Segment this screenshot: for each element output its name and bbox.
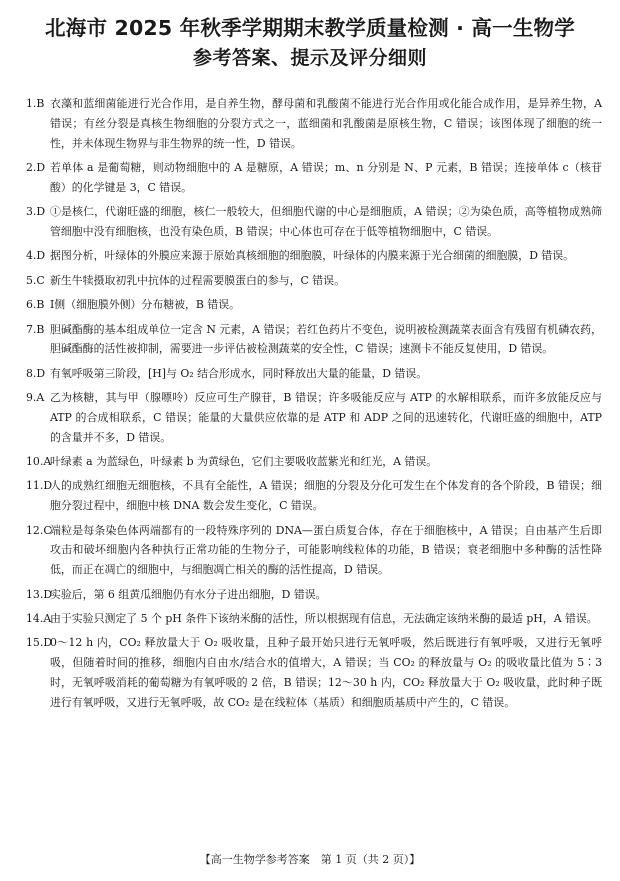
page-subtitle: 参考答案、提示及评分细则 — [192, 47, 427, 69]
answer-explanation: 乙为核糖，其与甲（腺嘌呤）反应可生产腺苷，B 错误；许多吸能反应与 ATP 的水解相联系，而许多放能反应与 ATP 的合成相联系，C 错误；能量的大量供应依靠的是 ATP 和 ADP 之间的迅速转化，代谢旺盛的细胞中，ATP 的含量并不多，D 错误。 — [50, 391, 602, 444]
answer-item-15 — [26, 633, 602, 712]
answer-item-9 — [26, 388, 602, 447]
answer-number: 6.B — [26, 298, 45, 312]
answer-number: 2.D — [26, 160, 46, 174]
answer-number: 10.A — [26, 455, 52, 469]
answer-number: 8.D — [26, 366, 46, 380]
answer-explanation: 由于实验只测定了 5 个 pH 条件下该纳米酶的活性，所以根据现有信息，无法确定该纳米酶的最适 pH，A 错误。 — [50, 612, 598, 626]
answer-item-3 — [26, 202, 602, 242]
answer-explanation: 衣藻和蓝细菌能进行光合作用，是自养生物，酵母菌和乳酸菌不能进行光合作用或化能合成作用，是异养生物，A 错误；有丝分裂是真核生物细胞的分裂方式之一，蓝细菌和乳酸菌是原核生物，C 错误；该图体现了细胞的统一性，并未体现生物界与非生物界的统一性，D 错误。 — [50, 97, 602, 150]
answer-item-13 — [26, 585, 602, 605]
answer-item-2 — [26, 158, 602, 198]
answer-number: 7.B — [26, 322, 45, 336]
answer-number: 12.C — [26, 523, 52, 537]
answer-item-5 — [26, 271, 602, 291]
answer-explanation: 新生牛犊摄取初乳中抗体的过程需要膜蛋白的参与，C 错误。 — [50, 273, 345, 287]
answer-number: 9.A — [26, 391, 45, 405]
answer-item-11 — [26, 476, 602, 516]
answer-explanation: 据图分析，叶绿体的外膜应来源于原始真核细胞的细胞膜，叶绿体的内膜来源于光合细菌的细胞膜，D 错误。 — [50, 249, 575, 263]
answer-item-6 — [26, 295, 602, 315]
answer-number: 14.A — [26, 612, 52, 626]
answer-explanation: Ⅰ侧（细胞膜外侧）分布糖被，B 错误。 — [50, 298, 241, 312]
answer-list — [26, 94, 602, 717]
answer-item-1 — [26, 94, 602, 153]
answer-explanation: 0～12 h 内，CO₂ 释放量大于 O₂ 吸收量，且种子最开始只进行无氧呼吸，然后既进行有氧呼吸，又进行无氧呼吸，但随着时间的推移，细胞内自由水/结合水的值增大，A 错误；当 CO₂ 的释放量与 O₂ 的吸收量比值为 5∶3 时，无氧呼吸消耗的葡萄糖为有氧呼吸的 2 倍，B 错误；12～30 h 内，CO₂ 释放量大于 O₂ 吸收量，此时种子既进行有氧呼吸，又进行无氧呼吸，故 CO₂ 是在线粒体（基质）和细胞质基质中产生的，C 错误。 — [50, 636, 602, 709]
answer-item-4 — [26, 246, 602, 266]
answer-number: 5.C — [26, 273, 45, 287]
answer-explanation: 胆碱酯酶的基本组成单位一定含 N 元素，A 错误；若红色药片不变色，说明被检测蔬菜表面含有残留有机磷农药，胆碱酯酶的活性被抑制，需要进一步评估被检测蔬菜的安全性，C 错误；速测卡不能反复使用，D 错误。 — [50, 322, 602, 356]
answer-number: 11.D — [26, 479, 53, 493]
answer-explanation: ①是核仁，代谢旺盛的细胞，核仁一般较大，但细胞代谢的中心是细胞质，A 错误；②为染色质，高等植物成熟筛管细胞中没有细胞核，也没有染色质，B 错误；中心体也可存在于低等植物细胞中，C 错误。 — [50, 205, 602, 238]
page-footer: 【高一生物学参考答案 第 1 页（共 2 页）】 — [199, 853, 421, 866]
answer-item-10 — [26, 452, 602, 472]
answer-explanation: 叶绿素 a 为蓝绿色，叶绿素 b 为黄绿色，它们主要吸收蓝紫光和红光，A 错误。 — [50, 455, 438, 469]
answer-item-8 — [26, 364, 602, 384]
answer-explanation: 实验后，第 6 组黄瓜细胞仍有水分子进出细胞，D 错误。 — [50, 587, 327, 601]
answer-number: 13.D — [26, 587, 53, 601]
page-title: 北海市 2025 年秋季学期期末教学质量检测 · 高一生物学 — [45, 16, 575, 40]
answer-item-14 — [26, 609, 602, 629]
answer-item-7 — [26, 320, 602, 360]
answer-explanation: 端粒是每条染色体两端都有的一段特殊序列的 DNA—蛋白质复合体，存在于细胞核中，A 错误；自由基产生后即攻击和破坏细胞内各种执行正常功能的生物分子，可能影响线粒体的功能，B 错误；衰老细胞中多种酶的活性降低，而正在凋亡的细胞中，与细胞凋亡相关的酶的活性提高，D 错误。 — [50, 523, 602, 577]
answer-item-12 — [26, 521, 602, 580]
answer-number: 1.B — [26, 97, 45, 110]
answer-explanation: 人的成熟红细胞无细胞核，不具有全能性，A 错误；细胞的分裂及分化可发生在个体发育的各个阶段，B 错误；细胞分裂过程中，细胞中核 DNA 数会发生变化，C 错误。 — [50, 479, 602, 513]
answer-explanation: 若单体 a 是葡萄糖，则动物细胞中的 A 是糖原，A 错误；m、n 分别是 N、P 元素，B 错误；连接单体 c（核苷酸）的化学键是 3，C 错误。 — [50, 160, 602, 194]
answer-explanation: 有氧呼吸第三阶段，[H]与 O₂ 结合形成水，同时释放出大量的能量，D 错误。 — [50, 366, 428, 380]
answer-number: 4.D — [26, 249, 46, 263]
answer-number: 15.D — [26, 636, 53, 650]
answer-number: 3.D — [26, 205, 46, 219]
